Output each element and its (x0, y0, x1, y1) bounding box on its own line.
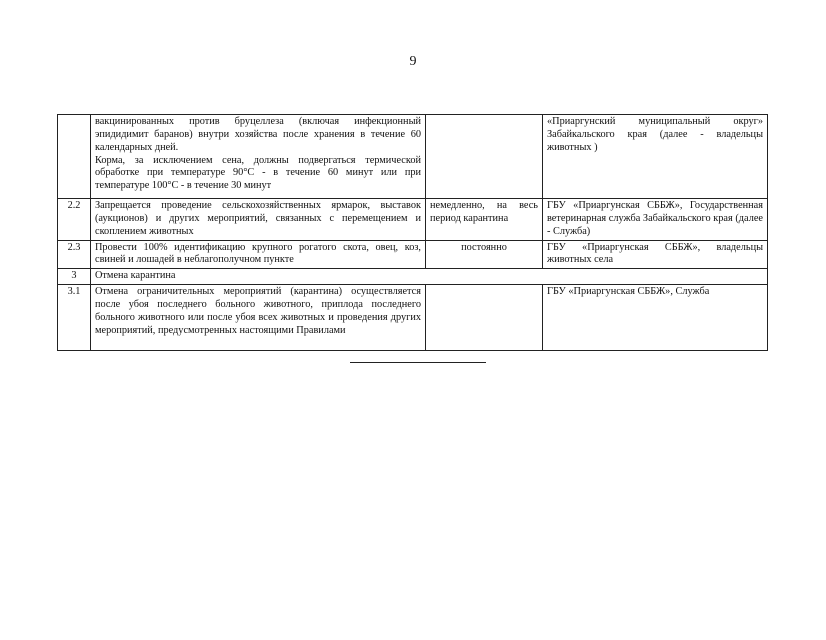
row-number-cell (58, 115, 91, 199)
term-cell: немедленно, на весь период карантина (426, 199, 543, 241)
measure-description-cell (91, 240, 426, 269)
quarantine-measures-table (57, 114, 768, 351)
term-cell (426, 285, 543, 351)
measure-description-text: вакцинированных против бруцеллеза (включая инфекционный эпидидимит баранов) внутри хозяйства после хранения в течение 60 календарных дней. (95, 116, 421, 153)
responsible-cell: ГБУ «Приаргунская СББЖ», владельцы животных села (543, 240, 768, 269)
measure-description-cell (91, 199, 426, 241)
row-number-cell: 3 (58, 269, 91, 285)
term-cell: постоянно (426, 240, 543, 269)
responsible-cell: ГБУ «Приаргунская СББЖ», Государственная ветеринарная служба Забайкальского края (далее - Служба) (543, 199, 768, 241)
measure-description-cell (91, 115, 426, 199)
measure-description-text: Запрещается проведение сельскохозяйственных ярмарок, выставок (аукционов) и других мероприятий, связанных с перемещением и скоплением животных (95, 200, 421, 237)
responsible-cell: ГБУ «Приаргунская СББЖ», Служба (543, 285, 768, 351)
table-row (58, 240, 768, 269)
measure-description-text: Провести 100% идентификацию крупного рогатого скота, овец, коз, свиней и лошадей в неблагополучном пункте (95, 241, 421, 266)
table-row (58, 199, 768, 241)
term-cell (426, 115, 543, 199)
section-title-cell: Отмена карантина (91, 269, 768, 285)
measure-description-text: Отмена ограничительных мероприятий (карантина) осуществляется после убоя последнего больного животного, приплода последнего больного животного или после убоя всех животных и проведения других мероприятий, предусмотренных настоящими Правилами (95, 286, 421, 336)
table-row (58, 115, 768, 199)
row-number-cell: 2.2 (58, 199, 91, 241)
table-row (58, 269, 768, 285)
page-number: 9 (409, 54, 417, 69)
table-row (58, 285, 768, 351)
row-number-cell: 2.3 (58, 240, 91, 269)
end-separator-line (350, 362, 486, 363)
responsible-cell: «Приаргунский муниципальный округ» Забайкальского края (далее - владельцы животных ) (543, 115, 768, 199)
measure-description-text: Корма, за исключением сена, должны подвергаться термической обработке при температуре 90°С - в течение 60 минут или при температуре 100°С - в течение 30 минут (95, 154, 421, 192)
row-number-cell: 3.1 (58, 285, 91, 351)
measure-description-cell (91, 285, 426, 351)
